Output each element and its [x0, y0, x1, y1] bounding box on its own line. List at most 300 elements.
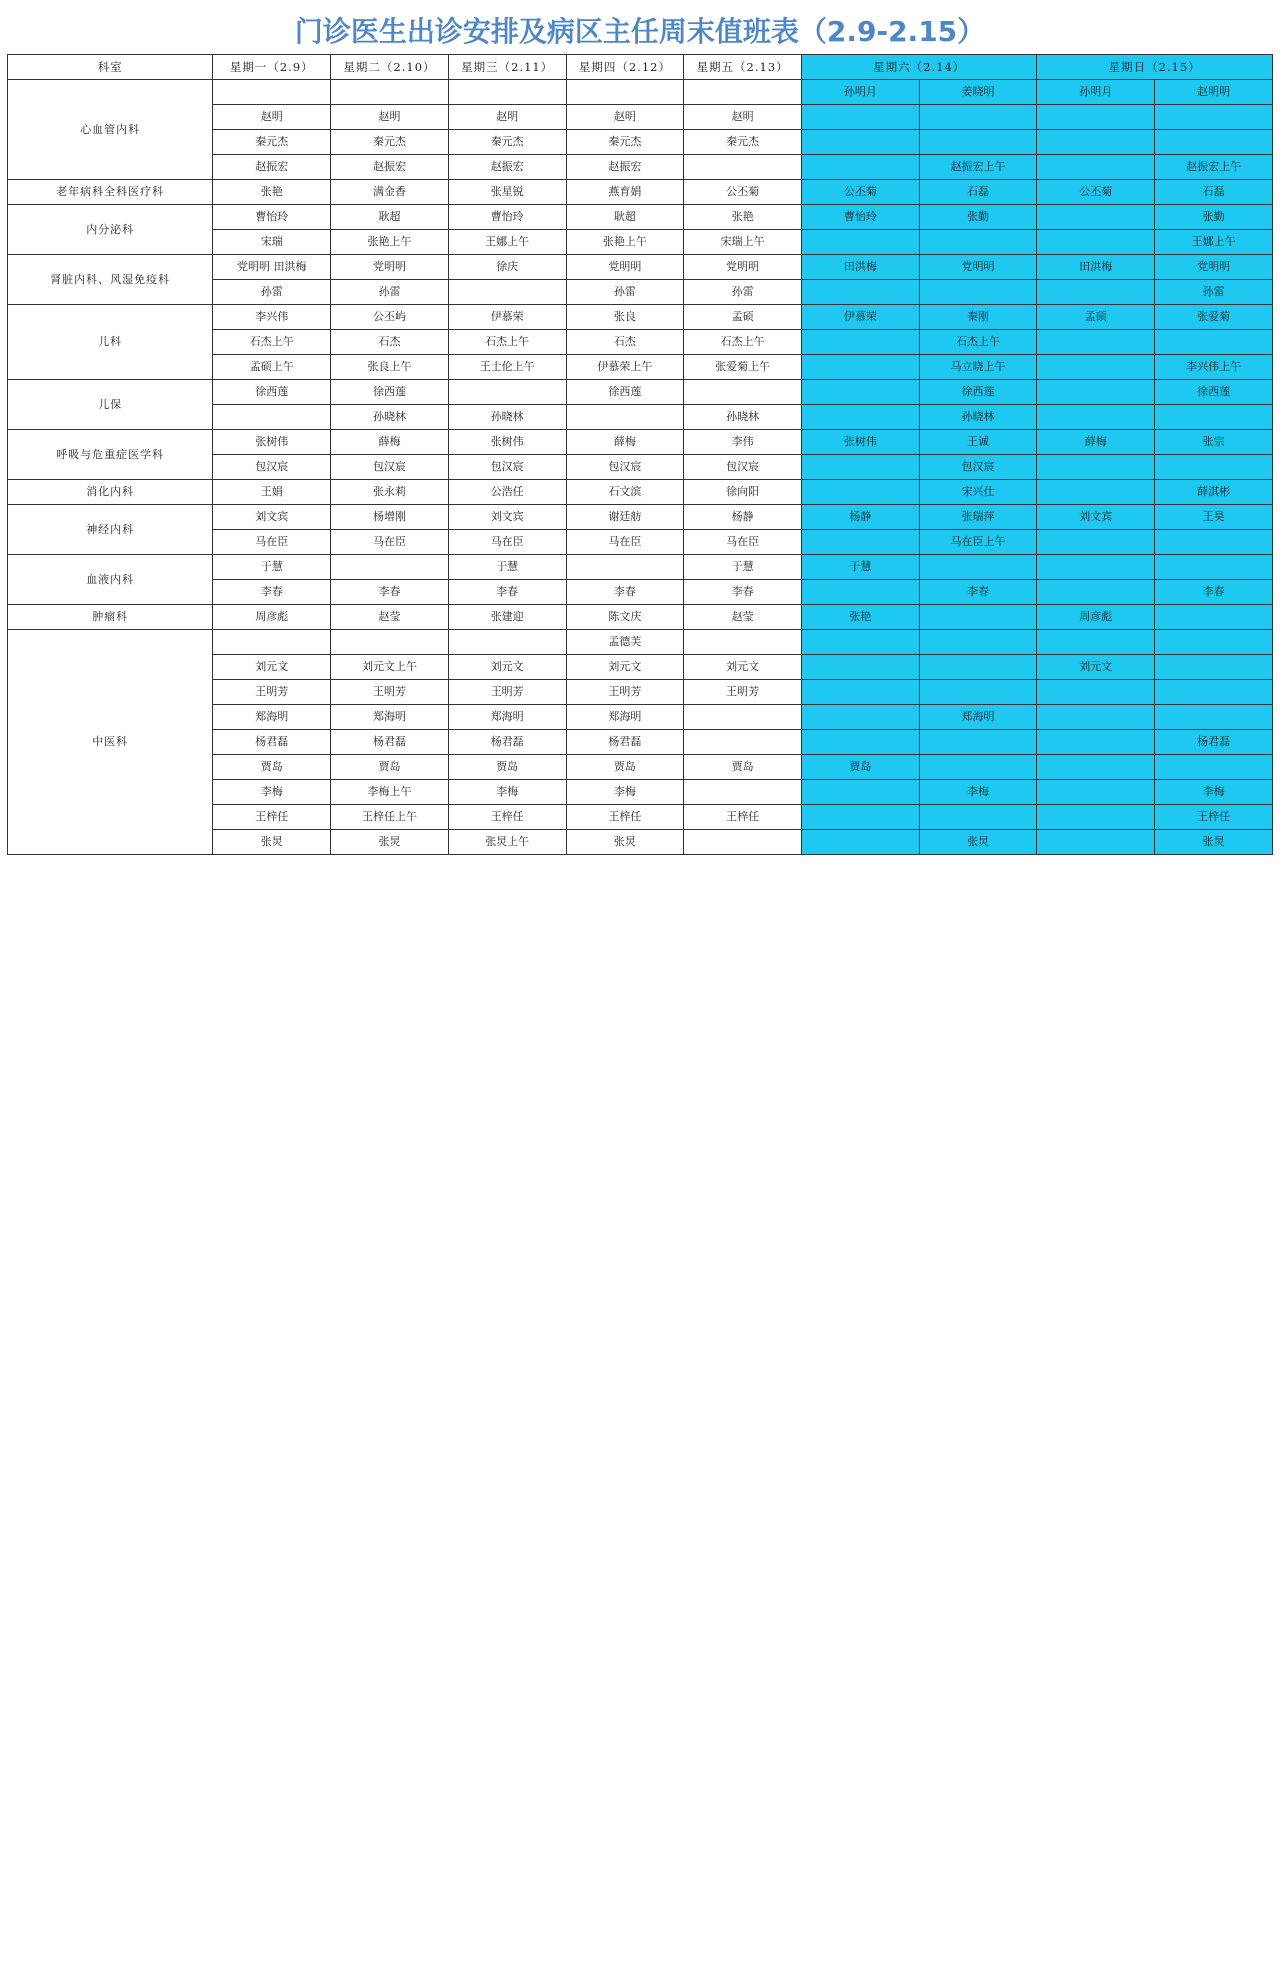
department-cell: 老年病科全科医疗科 — [8, 180, 213, 205]
schedule-cell: 石杰上午 — [448, 330, 566, 355]
schedule-cell: 孙雷 — [331, 280, 449, 305]
schedule-body — [8, 80, 1273, 855]
schedule-cell — [801, 480, 919, 505]
schedule-cell: 李伟 — [684, 430, 802, 455]
schedule-cell — [919, 130, 1037, 155]
schedule-cell: 陈文庆 — [566, 605, 684, 630]
header-cell: 星期一（2.9） — [213, 55, 331, 80]
schedule-cell: 石杰上午 — [213, 330, 331, 355]
schedule-cell — [801, 680, 919, 705]
table-row — [8, 555, 1273, 580]
schedule-cell: 孟硕上午 — [213, 355, 331, 380]
schedule-cell — [1155, 755, 1273, 780]
schedule-cell: 田洪梅 — [801, 255, 919, 280]
schedule-cell: 赵振宏 — [331, 155, 449, 180]
schedule-cell: 张艳 — [684, 205, 802, 230]
schedule-cell: 田洪梅 — [1037, 255, 1155, 280]
table-row — [8, 605, 1273, 630]
schedule-cell: 杨君磊 — [566, 730, 684, 755]
schedule-cell: 党明明 田洪梅 — [213, 255, 331, 280]
schedule-cell: 李春 — [1155, 580, 1273, 605]
schedule-cell: 燕育娟 — [566, 180, 684, 205]
schedule-cell — [801, 780, 919, 805]
schedule-cell: 张树伟 — [448, 430, 566, 455]
schedule-cell: 张树伟 — [801, 430, 919, 455]
schedule-cell: 徐向阳 — [684, 480, 802, 505]
table-row — [8, 80, 1273, 105]
schedule-cell — [1155, 330, 1273, 355]
schedule-cell — [684, 380, 802, 405]
department-cell: 神经内科 — [8, 505, 213, 555]
schedule-cell — [1037, 805, 1155, 830]
schedule-cell: 王梓任 — [213, 805, 331, 830]
schedule-cell: 张炅 — [919, 830, 1037, 855]
schedule-cell: 李春 — [566, 580, 684, 605]
schedule-cell — [919, 680, 1037, 705]
schedule-cell: 王梓任 — [448, 805, 566, 830]
schedule-cell: 杨君磊 — [1155, 730, 1273, 755]
schedule-cell: 张树伟 — [213, 430, 331, 455]
schedule-cell: 杨君磊 — [448, 730, 566, 755]
schedule-cell: 于慧 — [213, 555, 331, 580]
schedule-cell: 包汉宸 — [919, 455, 1037, 480]
schedule-cell: 贾岛 — [331, 755, 449, 780]
schedule-cell: 赵振宏上午 — [1155, 155, 1273, 180]
department-cell: 儿科 — [8, 305, 213, 380]
schedule-cell — [919, 605, 1037, 630]
schedule-table — [7, 54, 1273, 855]
table-row — [8, 255, 1273, 280]
schedule-cell — [801, 455, 919, 480]
schedule-cell: 刘元文 — [213, 655, 331, 680]
schedule-cell: 张良上午 — [331, 355, 449, 380]
schedule-cell: 王明芳 — [331, 680, 449, 705]
schedule-cell: 孙雷 — [1155, 280, 1273, 305]
schedule-cell: 赵振宏 — [213, 155, 331, 180]
schedule-cell: 孙晓林 — [448, 405, 566, 430]
schedule-cell: 党明明 — [919, 255, 1037, 280]
schedule-cell: 马在臣 — [213, 530, 331, 555]
schedule-cell: 于慧 — [448, 555, 566, 580]
schedule-cell: 李梅 — [1155, 780, 1273, 805]
schedule-cell — [1155, 130, 1273, 155]
schedule-cell: 王明芳 — [566, 680, 684, 705]
schedule-cell: 郑海明 — [213, 705, 331, 730]
schedule-cell: 赵明 — [213, 105, 331, 130]
schedule-cell: 于慧 — [684, 555, 802, 580]
schedule-cell — [213, 405, 331, 430]
schedule-cell: 党明明 — [684, 255, 802, 280]
schedule-cell — [801, 280, 919, 305]
schedule-cell: 公丕菊 — [1037, 180, 1155, 205]
schedule-cell — [801, 155, 919, 180]
table-row — [8, 505, 1273, 530]
schedule-cell — [1037, 130, 1155, 155]
schedule-cell: 刘元文上午 — [331, 655, 449, 680]
schedule-cell: 包汉宸 — [684, 455, 802, 480]
schedule-cell: 杨君磊 — [331, 730, 449, 755]
schedule-cell: 刘元文 — [1037, 655, 1155, 680]
schedule-cell — [1037, 455, 1155, 480]
schedule-cell — [1037, 405, 1155, 430]
schedule-cell: 李梅 — [448, 780, 566, 805]
schedule-cell: 王娜上午 — [448, 230, 566, 255]
schedule-cell — [801, 330, 919, 355]
schedule-cell: 刘元文 — [684, 655, 802, 680]
schedule-cell: 杨君磊 — [213, 730, 331, 755]
schedule-cell: 党明明 — [566, 255, 684, 280]
schedule-cell — [919, 280, 1037, 305]
table-row — [8, 430, 1273, 455]
schedule-cell: 马在臣上午 — [919, 530, 1037, 555]
schedule-cell: 周彦彪 — [213, 605, 331, 630]
department-cell: 心血管内科 — [8, 80, 213, 180]
schedule-cell — [801, 830, 919, 855]
schedule-cell: 张艳上午 — [331, 230, 449, 255]
schedule-cell: 石杰 — [331, 330, 449, 355]
schedule-cell — [801, 105, 919, 130]
schedule-cell — [684, 830, 802, 855]
schedule-cell: 包汉宸 — [213, 455, 331, 480]
department-cell: 肿瘤科 — [8, 605, 213, 630]
page-title: 门诊医生出诊安排及病区主任周末值班表（2.9-2.15） — [294, 15, 986, 48]
schedule-cell — [919, 805, 1037, 830]
schedule-cell: 徐西莲 — [213, 380, 331, 405]
schedule-cell: 张勤 — [1155, 205, 1273, 230]
department-cell: 消化内科 — [8, 480, 213, 505]
schedule-cell: 赵明明 — [1155, 80, 1273, 105]
schedule-cell — [213, 80, 331, 105]
schedule-cell: 李春 — [331, 580, 449, 605]
schedule-cell: 党明明 — [331, 255, 449, 280]
schedule-cell — [1155, 655, 1273, 680]
table-row — [8, 380, 1273, 405]
schedule-cell: 张炅上午 — [448, 830, 566, 855]
schedule-cell — [331, 630, 449, 655]
schedule-cell: 赵明 — [684, 105, 802, 130]
schedule-cell: 杨静 — [801, 505, 919, 530]
schedule-cell: 杨静 — [684, 505, 802, 530]
schedule-cell: 石杰上午 — [684, 330, 802, 355]
schedule-cell: 张瑞萍 — [919, 505, 1037, 530]
schedule-cell: 赵莹 — [684, 605, 802, 630]
schedule-cell — [919, 230, 1037, 255]
schedule-cell — [213, 630, 331, 655]
schedule-cell — [919, 755, 1037, 780]
schedule-cell: 王梓任上午 — [331, 805, 449, 830]
schedule-cell: 公丕菊 — [684, 180, 802, 205]
schedule-cell — [1037, 580, 1155, 605]
schedule-cell: 张良 — [566, 305, 684, 330]
schedule-cell: 王娟 — [213, 480, 331, 505]
schedule-cell: 张炅 — [331, 830, 449, 855]
schedule-cell: 于慧 — [801, 555, 919, 580]
schedule-cell: 贾岛 — [801, 755, 919, 780]
schedule-cell — [801, 705, 919, 730]
schedule-cell — [1155, 405, 1273, 430]
schedule-cell: 贾岛 — [566, 755, 684, 780]
schedule-cell: 包汉宸 — [448, 455, 566, 480]
schedule-cell: 马在臣 — [566, 530, 684, 555]
schedule-cell: 耿超 — [331, 205, 449, 230]
schedule-cell: 赵明 — [331, 105, 449, 130]
schedule-cell: 张艳 — [213, 180, 331, 205]
header-cell: 星期二（2.10） — [331, 55, 449, 80]
schedule-cell — [1037, 330, 1155, 355]
schedule-cell: 秦刚 — [919, 305, 1037, 330]
schedule-cell: 郑海明 — [448, 705, 566, 730]
schedule-cell — [331, 555, 449, 580]
schedule-cell: 徐西莲 — [566, 380, 684, 405]
schedule-cell — [1037, 755, 1155, 780]
schedule-cell: 薛梅 — [331, 430, 449, 455]
header-cell: 星期三（2.11） — [448, 55, 566, 80]
schedule-cell: 石杰 — [566, 330, 684, 355]
schedule-cell — [1155, 455, 1273, 480]
schedule-cell: 马在臣 — [684, 530, 802, 555]
header-cell: 星期六（2.14） — [801, 55, 1036, 80]
schedule-cell — [1155, 105, 1273, 130]
schedule-cell — [684, 730, 802, 755]
schedule-cell: 周彦彪 — [1037, 605, 1155, 630]
schedule-cell: 徐西莲 — [919, 380, 1037, 405]
schedule-cell: 张艳 — [801, 605, 919, 630]
schedule-cell: 孟硕 — [1037, 305, 1155, 330]
schedule-cell — [566, 80, 684, 105]
schedule-cell — [801, 380, 919, 405]
schedule-cell: 郑海明 — [566, 705, 684, 730]
schedule-cell: 曹怡玲 — [448, 205, 566, 230]
table-row — [8, 305, 1273, 330]
schedule-cell: 孙晓林 — [331, 405, 449, 430]
table-row — [8, 480, 1273, 505]
schedule-cell — [801, 805, 919, 830]
schedule-cell: 李梅 — [213, 780, 331, 805]
schedule-cell: 贾岛 — [213, 755, 331, 780]
schedule-cell: 公丕屿 — [331, 305, 449, 330]
schedule-cell: 李春 — [919, 580, 1037, 605]
schedule-cell: 公浩任 — [448, 480, 566, 505]
schedule-cell — [1037, 155, 1155, 180]
schedule-cell: 石杰上午 — [919, 330, 1037, 355]
department-cell: 肾脏内科、风湿免疫科 — [8, 255, 213, 305]
schedule-cell: 王梓任 — [684, 805, 802, 830]
schedule-cell: 包汉宸 — [331, 455, 449, 480]
header-cell: 科室 — [8, 55, 213, 80]
schedule-cell: 赵明 — [566, 105, 684, 130]
schedule-cell: 孙雷 — [213, 280, 331, 305]
schedule-cell — [1037, 680, 1155, 705]
schedule-cell: 石磊 — [919, 180, 1037, 205]
schedule-cell: 秦元杰 — [566, 130, 684, 155]
schedule-cell: 马立晓上午 — [919, 355, 1037, 380]
schedule-cell — [1037, 105, 1155, 130]
schedule-cell — [684, 630, 802, 655]
schedule-cell: 王诚 — [919, 430, 1037, 455]
schedule-cell — [331, 80, 449, 105]
schedule-cell: 秦元杰 — [448, 130, 566, 155]
schedule-cell — [1037, 780, 1155, 805]
schedule-cell: 李春 — [448, 580, 566, 605]
schedule-cell: 贾岛 — [684, 755, 802, 780]
schedule-cell: 刘文宾 — [448, 505, 566, 530]
schedule-cell: 谢廷舫 — [566, 505, 684, 530]
schedule-cell — [1037, 280, 1155, 305]
schedule-cell: 马在臣 — [331, 530, 449, 555]
schedule-cell — [1155, 530, 1273, 555]
schedule-cell: 赵振宏上午 — [919, 155, 1037, 180]
schedule-cell: 伊慕荣上午 — [566, 355, 684, 380]
schedule-cell: 赵振宏 — [448, 155, 566, 180]
schedule-cell: 郑海明 — [331, 705, 449, 730]
schedule-cell — [919, 555, 1037, 580]
schedule-cell — [801, 130, 919, 155]
table-row — [8, 630, 1273, 655]
schedule-cell — [448, 380, 566, 405]
schedule-cell: 赵振宏 — [566, 155, 684, 180]
schedule-cell: 王明芳 — [448, 680, 566, 705]
schedule-cell: 杨增刚 — [331, 505, 449, 530]
schedule-cell — [1037, 705, 1155, 730]
schedule-cell — [919, 655, 1037, 680]
schedule-cell — [801, 630, 919, 655]
schedule-cell: 王明芳 — [684, 680, 802, 705]
schedule-cell: 孙雷 — [566, 280, 684, 305]
schedule-cell: 郑海明 — [919, 705, 1037, 730]
schedule-cell: 伊慕荣 — [448, 305, 566, 330]
schedule-cell: 刘元文 — [566, 655, 684, 680]
table-row — [8, 180, 1273, 205]
schedule-cell: 薛梅 — [1037, 430, 1155, 455]
schedule-cell: 孙雷 — [684, 280, 802, 305]
header-row — [8, 55, 1273, 80]
schedule-cell: 徐西莲 — [1155, 380, 1273, 405]
schedule-cell: 赵明 — [448, 105, 566, 130]
schedule-cell — [1037, 480, 1155, 505]
schedule-cell: 孟德芙 — [566, 630, 684, 655]
schedule-cell: 王士伦上午 — [448, 355, 566, 380]
schedule-cell: 党明明 — [1155, 255, 1273, 280]
department-cell: 呼吸与危重症医学科 — [8, 430, 213, 480]
schedule-cell: 徐庆 — [448, 255, 566, 280]
schedule-cell: 孟硕 — [684, 305, 802, 330]
schedule-cell: 张爱菊上午 — [684, 355, 802, 380]
schedule-cell: 张宗 — [1155, 430, 1273, 455]
schedule-cell: 李兴伟 — [213, 305, 331, 330]
schedule-cell: 刘文宾 — [1037, 505, 1155, 530]
schedule-cell — [566, 555, 684, 580]
schedule-cell — [919, 105, 1037, 130]
schedule-cell: 赵莹 — [331, 605, 449, 630]
schedule-cell — [801, 655, 919, 680]
schedule-cell: 张勤 — [919, 205, 1037, 230]
schedule-cell — [566, 405, 684, 430]
department-cell: 儿保 — [8, 380, 213, 430]
header-cell: 星期日（2.15） — [1037, 55, 1273, 80]
schedule-cell — [919, 730, 1037, 755]
schedule-cell — [684, 80, 802, 105]
schedule-cell: 宋瑞上午 — [684, 230, 802, 255]
schedule-cell: 王娜上午 — [1155, 230, 1273, 255]
schedule-cell: 宋兴仕 — [919, 480, 1037, 505]
schedule-cell: 石文滨 — [566, 480, 684, 505]
schedule-cell — [1155, 705, 1273, 730]
schedule-cell: 李梅 — [919, 780, 1037, 805]
schedule-cell — [448, 280, 566, 305]
schedule-cell: 张爱菊 — [1155, 305, 1273, 330]
schedule-cell: 马在臣 — [448, 530, 566, 555]
schedule-cell: 贾岛 — [448, 755, 566, 780]
schedule-cell — [1037, 730, 1155, 755]
schedule-cell: 孙晓林 — [919, 405, 1037, 430]
schedule-cell: 张炅 — [213, 830, 331, 855]
department-cell: 内分泌科 — [8, 205, 213, 255]
schedule-cell: 姜晓明 — [919, 80, 1037, 105]
schedule-cell: 耿超 — [566, 205, 684, 230]
schedule-cell: 满金香 — [331, 180, 449, 205]
schedule-cell: 伊慕荣 — [801, 305, 919, 330]
schedule-cell — [1155, 680, 1273, 705]
schedule-cell: 张炅 — [566, 830, 684, 855]
schedule-cell: 包汉宸 — [566, 455, 684, 480]
schedule-cell — [684, 705, 802, 730]
schedule-cell: 张星锐 — [448, 180, 566, 205]
schedule-cell — [801, 355, 919, 380]
schedule-cell — [1155, 605, 1273, 630]
schedule-cell: 刘元文 — [448, 655, 566, 680]
schedule-cell: 张建迎 — [448, 605, 566, 630]
schedule-cell: 王梓任 — [1155, 805, 1273, 830]
schedule-cell — [801, 230, 919, 255]
schedule-cell: 张艳上午 — [566, 230, 684, 255]
schedule-cell — [1037, 355, 1155, 380]
schedule-cell: 王梓任 — [566, 805, 684, 830]
schedule-cell: 秦元杰 — [213, 130, 331, 155]
schedule-cell — [1155, 630, 1273, 655]
schedule-cell: 王明芳 — [213, 680, 331, 705]
schedule-cell: 张永莉 — [331, 480, 449, 505]
schedule-cell — [684, 780, 802, 805]
schedule-cell: 徐西莲 — [331, 380, 449, 405]
department-cell: 中医科 — [8, 630, 213, 855]
schedule-cell: 王昊 — [1155, 505, 1273, 530]
schedule-cell — [1037, 555, 1155, 580]
schedule-cell: 孙明月 — [801, 80, 919, 105]
schedule-cell — [801, 580, 919, 605]
schedule-cell — [684, 155, 802, 180]
schedule-cell: 宋瑞 — [213, 230, 331, 255]
schedule-cell — [919, 630, 1037, 655]
schedule-cell: 薛淇彬 — [1155, 480, 1273, 505]
schedule-cell — [801, 730, 919, 755]
schedule-cell — [1037, 380, 1155, 405]
schedule-cell: 曹怡玲 — [801, 205, 919, 230]
schedule-cell: 秦元杰 — [684, 130, 802, 155]
schedule-cell — [1037, 630, 1155, 655]
schedule-cell: 薛梅 — [566, 430, 684, 455]
schedule-cell: 公丕菊 — [801, 180, 919, 205]
department-cell: 血液内科 — [8, 555, 213, 605]
schedule-cell — [448, 630, 566, 655]
schedule-cell — [1037, 830, 1155, 855]
header-cell: 星期五（2.13） — [684, 55, 802, 80]
schedule-cell — [448, 80, 566, 105]
schedule-cell: 石磊 — [1155, 180, 1273, 205]
schedule-cell: 孙晓林 — [684, 405, 802, 430]
schedule-cell: 刘文宾 — [213, 505, 331, 530]
schedule-cell: 秦元杰 — [331, 130, 449, 155]
schedule-cell — [1155, 555, 1273, 580]
